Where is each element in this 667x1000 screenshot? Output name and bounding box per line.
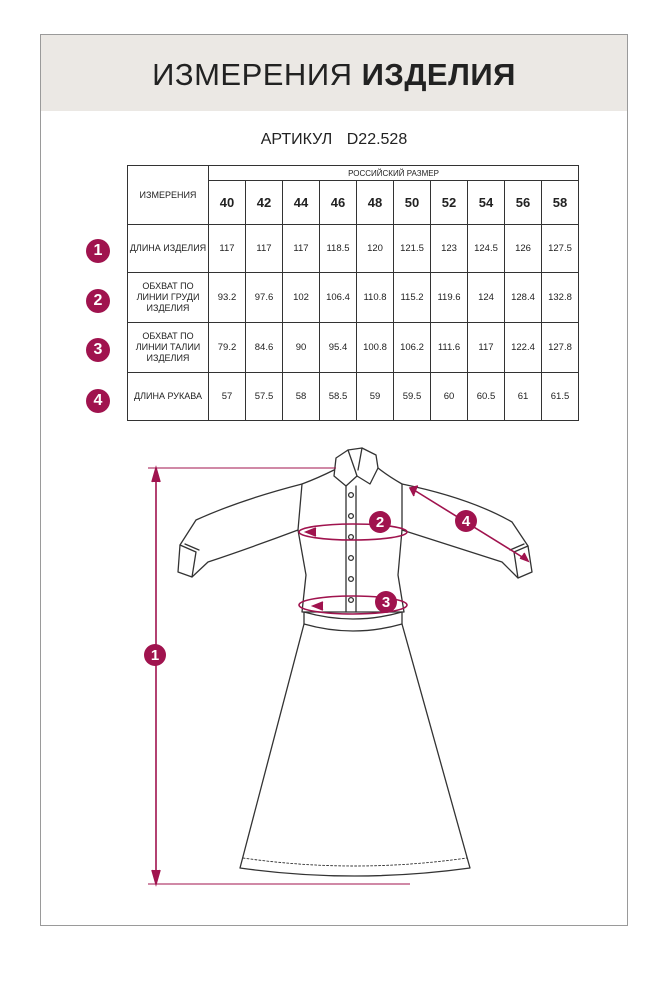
table-cell: 110.8: [357, 273, 394, 323]
table-cell: 95.4: [320, 323, 357, 373]
sketch-badge-3-text: 3: [381, 594, 391, 611]
table-cell: 60.5: [468, 373, 505, 421]
row-badge-4: 4: [86, 389, 110, 413]
table-cell: 79.2: [209, 323, 246, 373]
title-bold: ИЗДЕЛИЯ: [361, 57, 516, 92]
table-cell: 60: [431, 373, 468, 421]
table-cell: 126: [505, 225, 542, 273]
table-cell: 132.8: [542, 273, 579, 323]
table-cell: 127.8: [542, 323, 579, 373]
skirt-outline: [240, 624, 470, 876]
left-sleeve-outline: [178, 484, 302, 577]
table-cell: 124: [468, 273, 505, 323]
measure-header: ИЗМЕРЕНИЯ: [128, 166, 209, 225]
size-header-40: 40: [209, 181, 246, 225]
table-cell: 124.5: [468, 225, 505, 273]
table-cell: 111.6: [431, 323, 468, 373]
size-header-58: 58: [542, 181, 579, 225]
collar-outline: [334, 448, 378, 486]
table-cell: 90: [283, 323, 320, 373]
table-cell: 106.2: [394, 323, 431, 373]
table-cell: 58: [283, 373, 320, 421]
article-code: D22.528: [346, 131, 408, 148]
table-cell: 128.4: [505, 273, 542, 323]
table-cell: 122.4: [505, 323, 542, 373]
table-cell: 84.6: [246, 323, 283, 373]
row-badge-3: 3: [86, 338, 110, 362]
size-header-50: 50: [394, 181, 431, 225]
size-header-54: 54: [468, 181, 505, 225]
article-label: АРТИКУЛ: [260, 131, 333, 148]
row-label: ОБХВАТ ПО ЛИНИИ ТАЛИИ ИЗДЕЛИЯ: [128, 323, 209, 373]
table-cell: 127.5: [542, 225, 579, 273]
table-cell: 57: [209, 373, 246, 421]
row-badge-2: 2: [86, 289, 110, 313]
size-header-46: 46: [320, 181, 357, 225]
table-cell: 123: [431, 225, 468, 273]
size-header-56: 56: [505, 181, 542, 225]
table-cell: 117: [283, 225, 320, 273]
sketch-badge-4-text: 4: [461, 513, 471, 530]
waistband-outline: [304, 612, 402, 631]
sketch-badge-2-text: 2: [375, 514, 385, 531]
table-cell: 118.5: [320, 225, 357, 273]
size-header-52: 52: [431, 181, 468, 225]
table-cell: 61: [505, 373, 542, 421]
table-cell: 58.5: [320, 373, 357, 421]
table-cell: 59: [357, 373, 394, 421]
table-cell: 102: [283, 273, 320, 323]
table-cell: 97.6: [246, 273, 283, 323]
row-badge-1: 1: [86, 239, 110, 263]
row-label: ДЛИНА РУКАВА: [128, 373, 209, 421]
table-cell: 117: [209, 225, 246, 273]
size-header-42: 42: [246, 181, 283, 225]
table-cell: 117: [468, 323, 505, 373]
table-cell: 61.5: [542, 373, 579, 421]
table-cell: 59.5: [394, 373, 431, 421]
table-cell: 57.5: [246, 373, 283, 421]
row-label: ДЛИНА ИЗДЕЛИЯ: [128, 225, 209, 273]
table-cell: 93.2: [209, 273, 246, 323]
size-header-44: 44: [283, 181, 320, 225]
table-cell: 121.5: [394, 225, 431, 273]
sketch-badge-1-text: 1: [150, 647, 160, 664]
table-cell: 115.2: [394, 273, 431, 323]
size-group-header: РОССИЙСКИЙ РАЗМЕР: [209, 166, 579, 181]
row-label: ОБХВАТ ПО ЛИНИИ ГРУДИ ИЗДЕЛИЯ: [128, 273, 209, 323]
table-cell: 120: [357, 225, 394, 273]
table-cell: 117: [246, 225, 283, 273]
table-cell: 106.4: [320, 273, 357, 323]
table-cell: 119.6: [431, 273, 468, 323]
title-light: ИЗМЕРЕНИЯ: [152, 57, 353, 92]
size-header-48: 48: [357, 181, 394, 225]
table-cell: 100.8: [357, 323, 394, 373]
